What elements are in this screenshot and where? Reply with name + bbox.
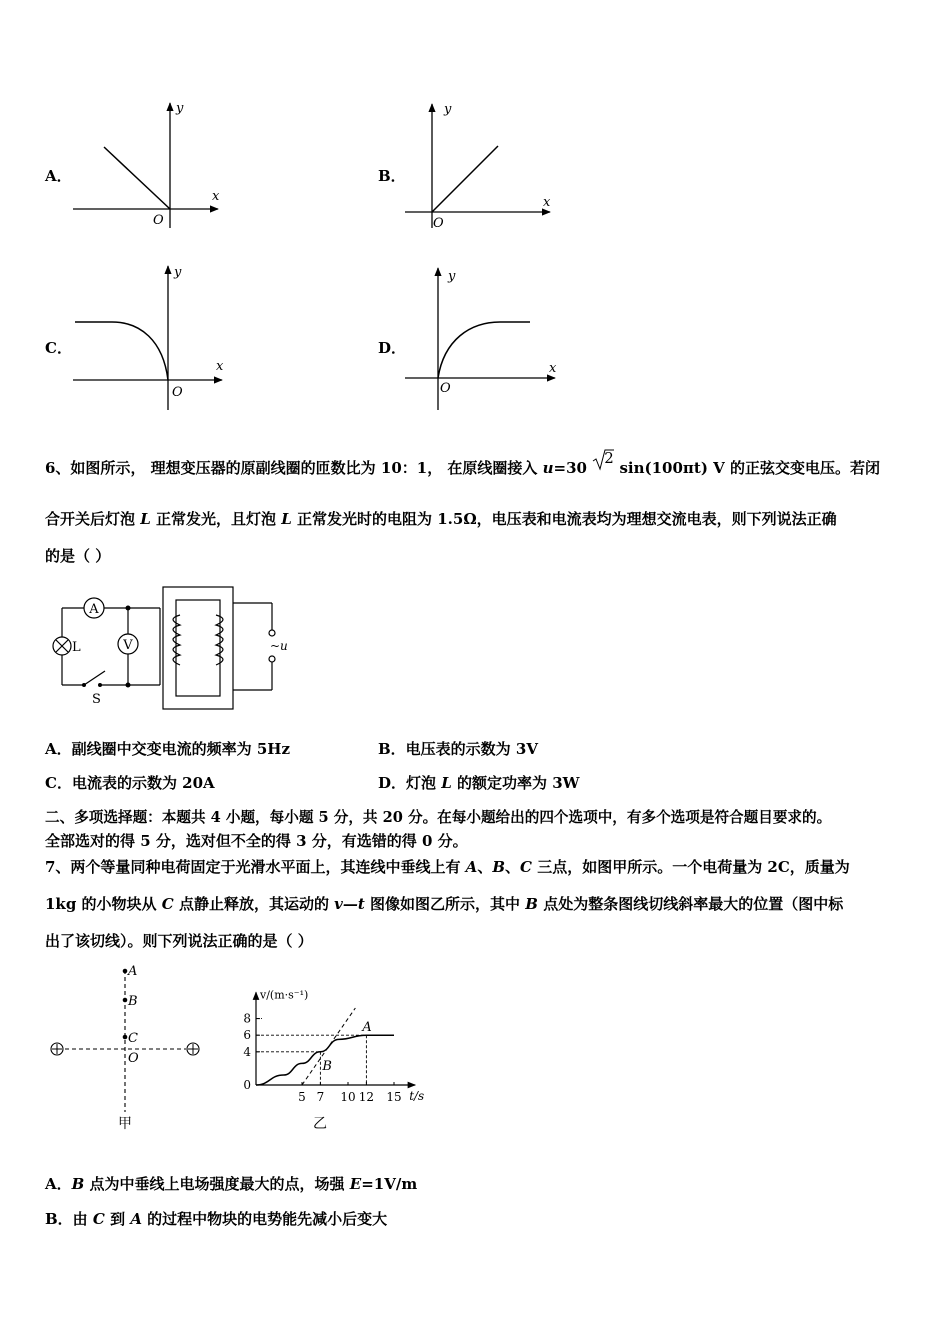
graph-b-y-label: y [444, 102, 452, 117]
y-axis-label: v/(m·s⁻¹) [260, 988, 309, 1002]
q7-line2-b: 点静止释放，其运动的 [173, 895, 335, 913]
x-tick-label: 7 [316, 1090, 325, 1104]
jia-origin: O [128, 1051, 139, 1066]
q7-sep1: 、 [477, 858, 493, 876]
q7-line2-c: 图像如图乙所示，其中 [364, 895, 526, 913]
q6-lamp-L1: L [140, 510, 151, 528]
q6-option-a: A．副线圈中交变电流的频率为 5Hz [45, 740, 290, 758]
graph-b-x-label: x [543, 195, 551, 210]
q7-option-b [45, 1208, 387, 1229]
q7-point-b2: B [525, 895, 538, 913]
q7-point-b: B [492, 858, 506, 876]
q7-opt-a-end: =1V/m [361, 1175, 418, 1193]
q7-opt-b-pre: B．由 [45, 1210, 93, 1228]
q6-u-var: u [542, 459, 554, 477]
point-b-label: B [322, 1058, 332, 1074]
option-a-label: A． [45, 167, 72, 185]
jia-point-a: A [128, 964, 138, 979]
graph-c-x-label: x [216, 359, 224, 374]
q6-line1-prefix: 6、如图所示， 理想变压器的原副线圈的匝数比为 10：1， 在原线圈接入 [45, 459, 543, 477]
q7-point-a: A [465, 858, 478, 876]
q7-opt-a-mid: 点为中垂线上电场强度最大的点，场强 [84, 1175, 350, 1193]
q6-line2-b: 正常发光，且灯泡 [150, 510, 282, 528]
jia-point-b: B [128, 994, 138, 1009]
graph-c-origin: O [172, 385, 183, 400]
q7-opt-a-E: E [349, 1175, 362, 1193]
q6-line2-c: 正常发光时的电阻为 1.5Ω，电压表和电流表均为理想交流电表，则下列说法正确 [291, 510, 837, 528]
yi-caption: 乙 [313, 1116, 327, 1132]
option-d-label: D． [378, 339, 407, 357]
q7-opt-b-end: 的过程中物块的电势能先减小后变大 [141, 1210, 388, 1228]
q7-point-c2: C [161, 895, 174, 913]
jia-caption: 甲 [118, 1116, 132, 1132]
graph-d-origin: O [440, 381, 451, 396]
x-tick-label: 15 [386, 1090, 402, 1104]
q7-option-a [45, 1173, 417, 1194]
q6-opt-d-b: 的额定功率为 3W [451, 774, 580, 792]
point-a-label: A [362, 1020, 372, 1036]
q6-lamp-L2: L [281, 510, 292, 528]
q6-line1-suffix: sin(100πt) V 的正弦交变电压。若闭 [619, 459, 881, 477]
q7-point-c: C [520, 858, 532, 876]
q7-line2-a: 1kg 的小物块从 [45, 895, 162, 913]
y-tick-label: 8 [243, 1011, 251, 1026]
graph-a-origin: O [153, 213, 164, 228]
q6-line-3: 的是（ ） [45, 547, 111, 565]
svg-text:A: A [89, 602, 99, 617]
x-axis-label: t/s [409, 1089, 425, 1103]
q6-opt-d-L: L [441, 774, 452, 792]
q7-opt-a-B: B [71, 1175, 85, 1193]
q7-opt-b-mid: 到 [104, 1210, 131, 1228]
x-tick-label: 5 [298, 1090, 306, 1104]
q7-line-3: 出了该切线）。则下列说法正确的是（ ） [45, 932, 313, 950]
q6-line2-a: 合开关后灯泡 [45, 510, 141, 528]
svg-text:V: V [123, 638, 133, 653]
x-tick-label: 10 [340, 1090, 356, 1104]
graph-b-origin: O [433, 216, 444, 231]
graph-a-x-label: x [212, 189, 220, 204]
sqrt-number: 2 [604, 449, 614, 467]
option-b-label: B． [378, 167, 406, 185]
q6-eq30: =30 [553, 459, 587, 477]
source-label: ~u [270, 639, 288, 653]
y-tick-label: 0 [243, 1078, 251, 1092]
q7-sep2: 、 [505, 858, 521, 876]
svg-text:L: L [72, 640, 81, 655]
q7-opt-b-A: A [130, 1210, 142, 1228]
graph-d-y-label: y [448, 269, 456, 284]
x-tick-label: 12 [358, 1090, 375, 1104]
y-tick-label: 6 [243, 1028, 251, 1043]
q7-opt-b-C: C [92, 1210, 105, 1228]
graph-d-x-label: x [549, 361, 557, 376]
section2-line-1: 二、多项选择题：本题共 4 小题，每小题 5 分，共 20 分。在每小题给出的四个选项中，有多个选项是符合题目要求的。 [45, 809, 832, 826]
q7-line1-b: 三点，如图甲所示。一个电荷量为 2C，质量为 [531, 858, 850, 876]
q7-opt-a-pre: A． [45, 1175, 72, 1193]
q7-line1-a: 7、两个等量同种电荷固定于光滑水平面上，其连线中垂线上有 [45, 858, 466, 876]
q7-line2-d: 点处为整条图线切线斜率最大的位置（图中标 [537, 895, 844, 913]
graph-a-y-label: y [176, 101, 184, 116]
section2-line-2: 全部选对的得 5 分，选对但不全的得 3 分，有选错的得 0 分。 [45, 832, 468, 850]
q7-vt: v—t [334, 895, 365, 913]
q6-opt-d-a: D．灯泡 [378, 774, 442, 792]
y-tick-label: 4 [243, 1044, 251, 1059]
q6-option-c: C．电流表的示数为 20A [45, 774, 215, 792]
jia-point-c: C [128, 1031, 138, 1046]
graph-c-y-label: y [174, 265, 182, 280]
option-c-label: C． [45, 339, 72, 357]
q6-option-b: B．电压表的示数为 3V [378, 740, 538, 758]
switch-label: S [92, 692, 101, 707]
